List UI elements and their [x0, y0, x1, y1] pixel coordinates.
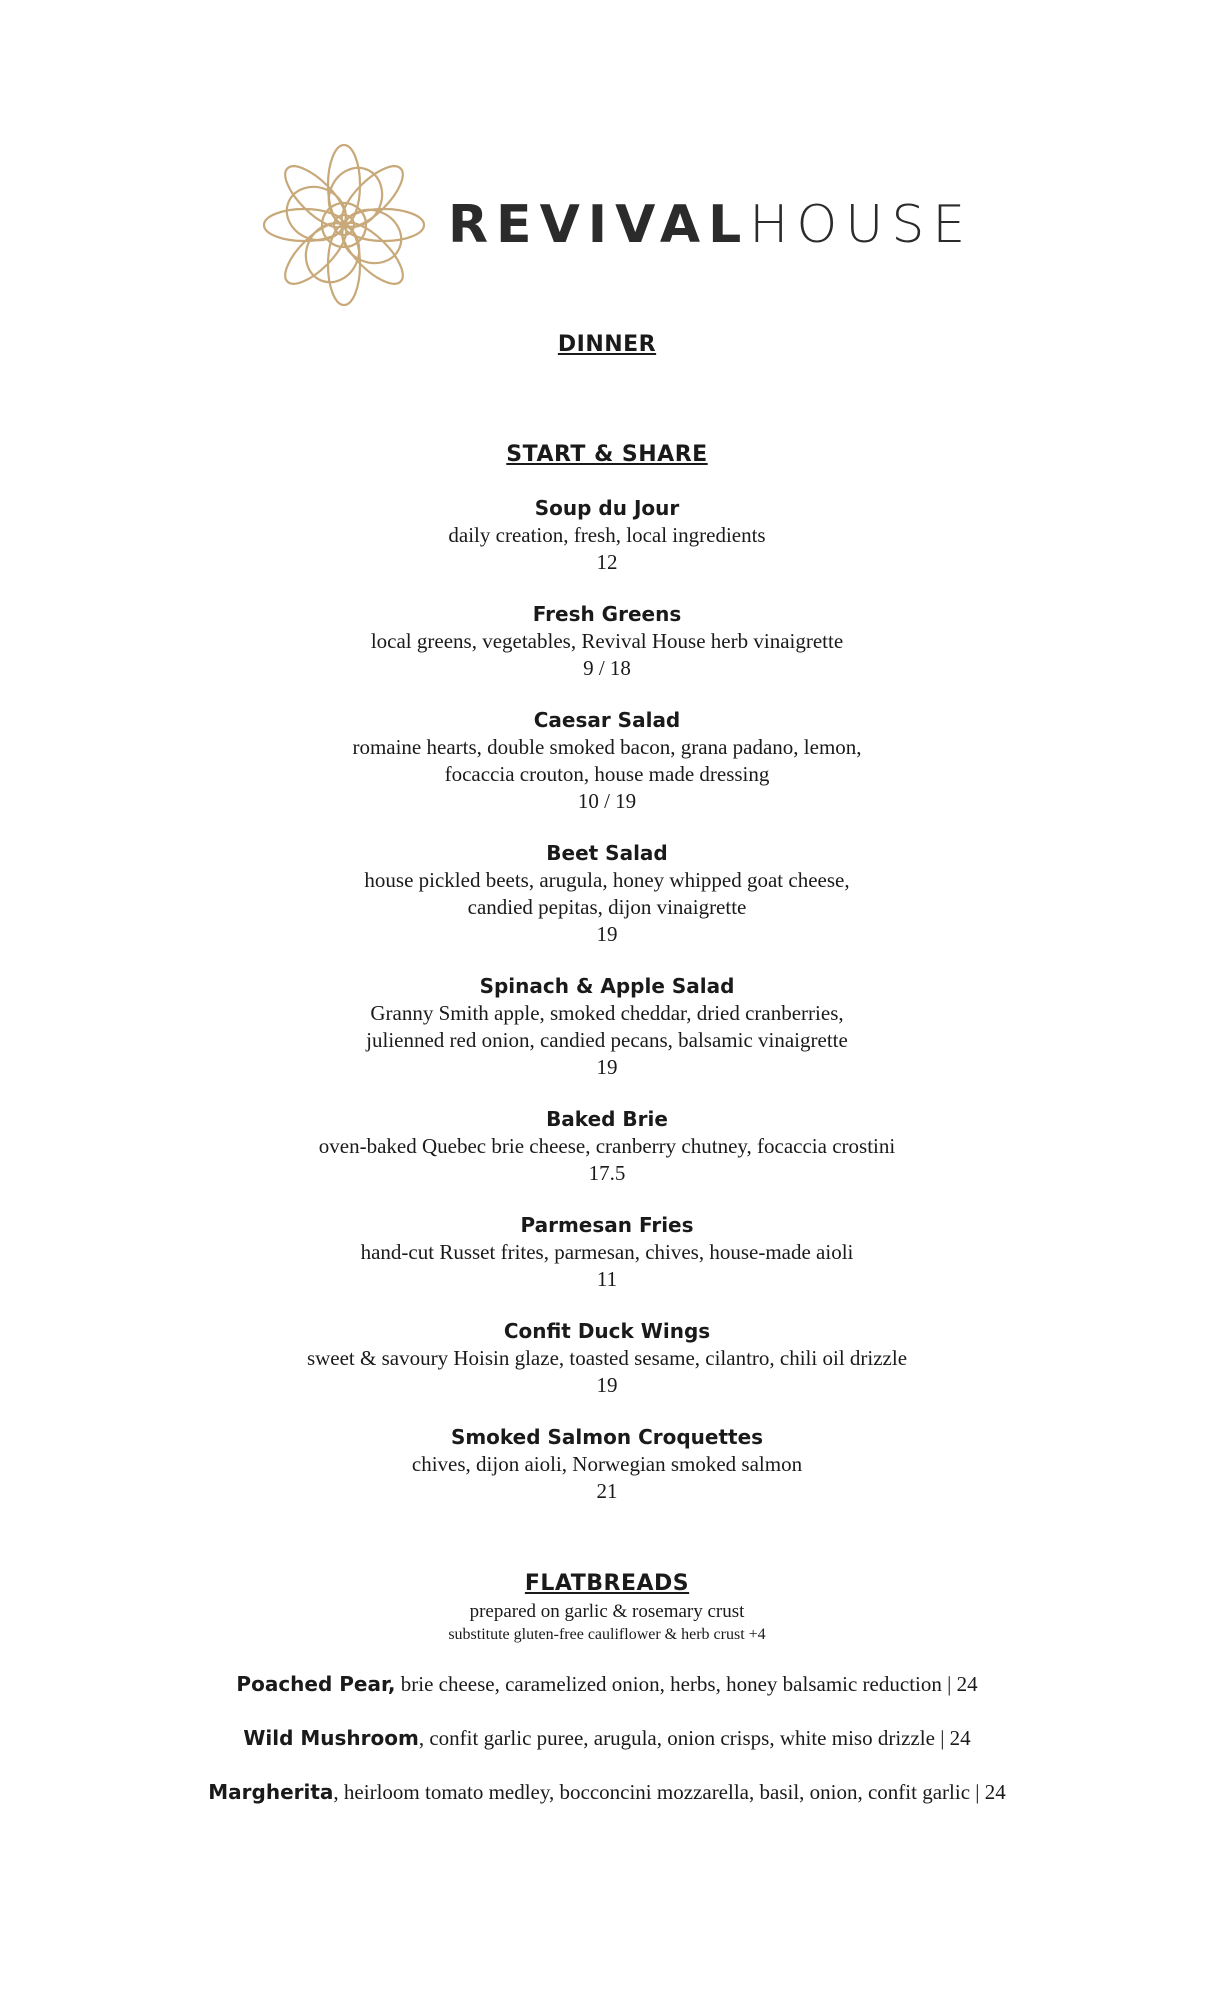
flatbread-name: Wild Mushroom: [243, 1726, 419, 1750]
flatbread-item: [0, 1672, 1214, 1696]
menu-item: [0, 1211, 1214, 1293]
item-name: Fresh Greens: [532, 602, 682, 626]
brand-wordmark: [448, 195, 974, 255]
item-description: house pickled beets, arugula, honey whipped goat cheese,: [364, 868, 850, 892]
item-description: sweet & savoury Hoisin glaze, toasted sesame, cilantro, chili oil drizzle: [306, 1346, 908, 1370]
item-description: hand-cut Russet frites, parmesan, chives, house-made aioli: [360, 1240, 854, 1264]
menu-item: [0, 494, 1214, 576]
menu-content: [0, 330, 1214, 1804]
item-price: 11: [596, 1267, 618, 1291]
start-share-section: [0, 440, 1214, 1505]
item-name: Baked Brie: [546, 1107, 668, 1131]
item-name: Smoked Salmon Croquettes: [450, 1425, 764, 1449]
item-description: chives, dijon aioli, Norwegian smoked salmon: [411, 1452, 803, 1476]
menu-item: [0, 839, 1214, 948]
item-price: 19: [596, 922, 618, 946]
item-name: Caesar Salad: [533, 708, 681, 732]
flatbread-details: , heirloom tomato medley, bocconcini mozzarella, basil, onion, confit garlic | 24: [333, 1780, 1006, 1804]
menu-item: [0, 1317, 1214, 1399]
section-title-start-share: START & SHARE: [506, 442, 708, 467]
flatbreads-section: [0, 1569, 1214, 1804]
menu-item: [0, 1105, 1214, 1187]
item-name: Soup du Jour: [534, 496, 680, 520]
item-name: Beet Salad: [546, 841, 668, 865]
menu-item: [0, 972, 1214, 1081]
flatbread-name: Poached Pear,: [236, 1672, 396, 1696]
flatbread-name: Margherita: [208, 1780, 334, 1804]
menu-title: DINNER: [557, 332, 657, 357]
item-price: 9 / 18: [583, 656, 631, 680]
flatbread-list: [0, 1672, 1214, 1804]
item-price: 21: [596, 1479, 618, 1503]
flatbread-item: [0, 1726, 1214, 1750]
menu-item: [0, 706, 1214, 815]
item-price: 10 / 19: [577, 789, 637, 813]
item-description: julienned red onion, candied pecans, balsamic vinaigrette: [366, 1028, 848, 1052]
section-title-flatbreads: FLATBREADS: [524, 1571, 690, 1596]
item-name: Confit Duck Wings: [503, 1319, 711, 1343]
flatbreads-subtitle: prepared on garlic & rosemary crust: [469, 1601, 745, 1622]
item-description: Granny Smith apple, smoked cheddar, dried cranberries,: [370, 1001, 844, 1025]
item-description: focaccia crouton, house made dressing: [444, 762, 770, 786]
brand-name-part2: HOUSE: [749, 195, 974, 255]
item-price: 19: [596, 1055, 618, 1079]
item-description: candied pepitas, dijon vinaigrette: [467, 895, 747, 919]
flatbread-details: brie cheese, caramelized onion, herbs, honey balsamic reduction | 24: [395, 1672, 978, 1696]
flatbreads-note: substitute gluten-free cauliflower & herb crust +4: [448, 1626, 766, 1643]
flatbread-item: [0, 1780, 1214, 1804]
item-description: local greens, vegetables, Revival House herb vinaigrette: [370, 629, 844, 653]
item-description: romaine hearts, double smoked bacon, grana padano, lemon,: [352, 735, 862, 759]
item-name: Spinach & Apple Salad: [479, 974, 735, 998]
brand-logo: [262, 142, 974, 308]
brand-name-part1: REVIVAL: [448, 195, 750, 255]
item-price: 12: [596, 550, 618, 574]
item-name: Parmesan Fries: [520, 1213, 694, 1237]
item-price: 17.5: [588, 1161, 626, 1185]
item-description: oven-baked Quebec brie cheese, cranberry chutney, focaccia crostini: [318, 1134, 896, 1158]
menu-item: [0, 1423, 1214, 1505]
flatbread-details: , confit garlic puree, arugula, onion crisps, white miso drizzle | 24: [418, 1726, 971, 1750]
menu-item: [0, 600, 1214, 682]
item-price: 19: [596, 1373, 618, 1397]
item-description: daily creation, fresh, local ingredients: [448, 523, 766, 547]
ornamental-knot-logo-icon: [262, 143, 426, 307]
